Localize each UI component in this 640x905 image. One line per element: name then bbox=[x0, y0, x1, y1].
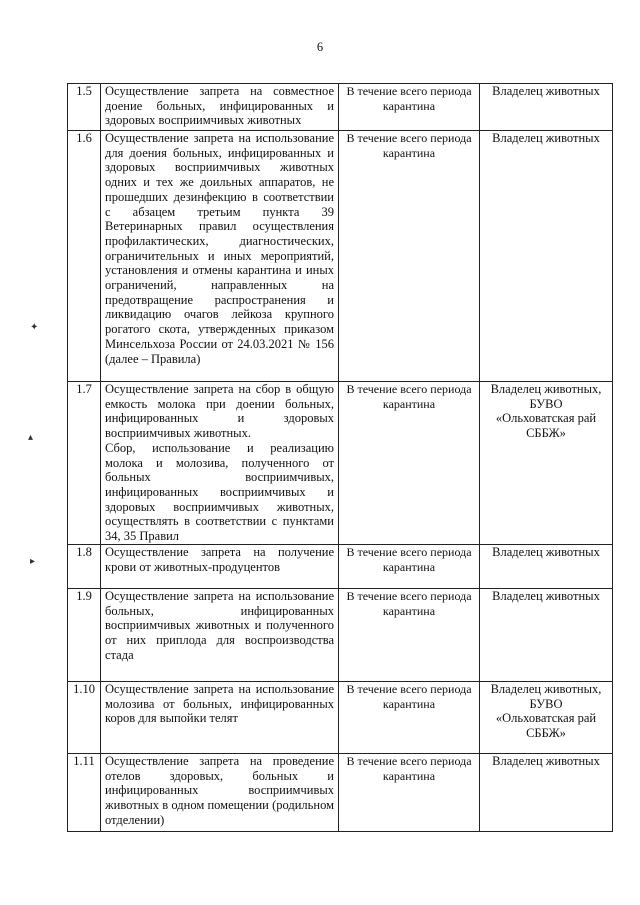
measure-description bbox=[101, 84, 339, 131]
table-row bbox=[68, 545, 613, 589]
responsible-cell bbox=[480, 84, 613, 131]
description-paragraph: Сбор, использование и реализацию молока и молозива, полученного от больных восприимчивых, инфицированных восприимчивых и здоровых восприимчивых животных, осуществлять в соответствии с пунктами 34, 35 Правил bbox=[105, 440, 334, 544]
measure-description bbox=[101, 382, 339, 545]
responsible-cell bbox=[480, 382, 613, 545]
margin-mark: ✦ bbox=[30, 322, 39, 333]
measures-table bbox=[67, 83, 613, 832]
period-cell: В течение всего периода карантина bbox=[339, 545, 480, 589]
description-paragraph: Осуществление запрета на использование больных, инфицированных восприимчивых животных и полученного от них приплода для воспроизводства стада bbox=[105, 589, 334, 662]
period-cell: В течение всего периода карантина bbox=[339, 131, 480, 382]
period-cell: В течение всего периода карантина bbox=[339, 589, 480, 682]
description-paragraph: Осуществление запрета на использование для доения больных, инфицированных и здоровых восприимчивых животных одних и тех же доильных аппаратов, не прошедших дезинфекцию в соответствии с абзацем третьим пункта 39 Ветеринарных правил осуществления профилактических, диагностических, ограничительных и иных мероприятий, установления и отмены карантина и иных ограничений, направленных на предотвращение распространения и ликвидацию очагов лейкоза крупного рогатого скота, утвержденных приказом Минсельхоза России от 24.03.2021 № 156 (далее – Правила) bbox=[105, 131, 334, 366]
responsible-line: БУВО bbox=[529, 396, 563, 411]
responsible-line: Владелец животных bbox=[492, 754, 600, 768]
measure-description bbox=[101, 754, 339, 832]
row-number: 1.7 bbox=[68, 382, 101, 545]
responsible-line: БУВО bbox=[529, 696, 563, 711]
measure-description bbox=[101, 545, 339, 589]
table-row bbox=[68, 589, 613, 682]
table-row bbox=[68, 131, 613, 382]
responsible-line: Владелец животных bbox=[492, 589, 600, 603]
responsible-line: Владелец животных, bbox=[490, 382, 602, 396]
page-number: 6 bbox=[316, 40, 324, 54]
measure-description bbox=[101, 589, 339, 682]
description-paragraph: Осуществление запрета на использование молозива от больных, инфицированных коров для выпойки телят bbox=[105, 682, 334, 726]
row-number: 1.5 bbox=[68, 84, 101, 131]
period-cell: В течение всего периода карантина bbox=[339, 682, 480, 754]
description-paragraph: Осуществление запрета на совместное доение больных, инфицированных и здоровых восприимчивых животных bbox=[105, 84, 334, 128]
measure-description bbox=[101, 131, 339, 382]
responsible-line: Владелец животных bbox=[492, 131, 600, 145]
row-number: 1.11 bbox=[68, 754, 101, 832]
responsible-line: Владелец животных, bbox=[490, 682, 602, 696]
measure-description bbox=[101, 682, 339, 754]
description-paragraph: Осуществление запрета на сбор в общую емкость молока при доении больных, инфицированных и здоровых восприимчивых животных. bbox=[105, 382, 334, 441]
row-number: 1.9 bbox=[68, 589, 101, 682]
responsible-cell bbox=[480, 682, 613, 754]
responsible-cell bbox=[480, 545, 613, 589]
row-number: 1.6 bbox=[68, 131, 101, 382]
responsible-line: «Ольховатская рай СББЖ» bbox=[495, 711, 597, 741]
responsible-cell bbox=[480, 589, 613, 682]
margin-mark: ▸ bbox=[30, 556, 36, 567]
period-cell: В течение всего периода карантина bbox=[339, 382, 480, 545]
description-paragraph: Осуществление запрета на получение крови от животных-продуцентов bbox=[105, 545, 334, 574]
description-paragraph: Осуществление запрета на проведение отелов здоровых, больных и инфицированных восприимчивых животных в одном помещении (родильном отделении) bbox=[105, 754, 334, 827]
margin-mark: ▴ bbox=[28, 432, 34, 443]
table-row bbox=[68, 754, 613, 832]
responsible-cell bbox=[480, 754, 613, 832]
table-row bbox=[68, 382, 613, 545]
responsible-line: Владелец животных bbox=[492, 545, 600, 559]
responsible-line: «Ольховатская рай СББЖ» bbox=[495, 411, 597, 441]
table-row bbox=[68, 682, 613, 754]
row-number: 1.10 bbox=[68, 682, 101, 754]
responsible-cell bbox=[480, 131, 613, 382]
period-cell: В течение всего периода карантина bbox=[339, 84, 480, 131]
period-cell: В течение всего периода карантина bbox=[339, 754, 480, 832]
row-number: 1.8 bbox=[68, 545, 101, 589]
table-row bbox=[68, 84, 613, 131]
responsible-line: Владелец животных bbox=[492, 84, 600, 98]
